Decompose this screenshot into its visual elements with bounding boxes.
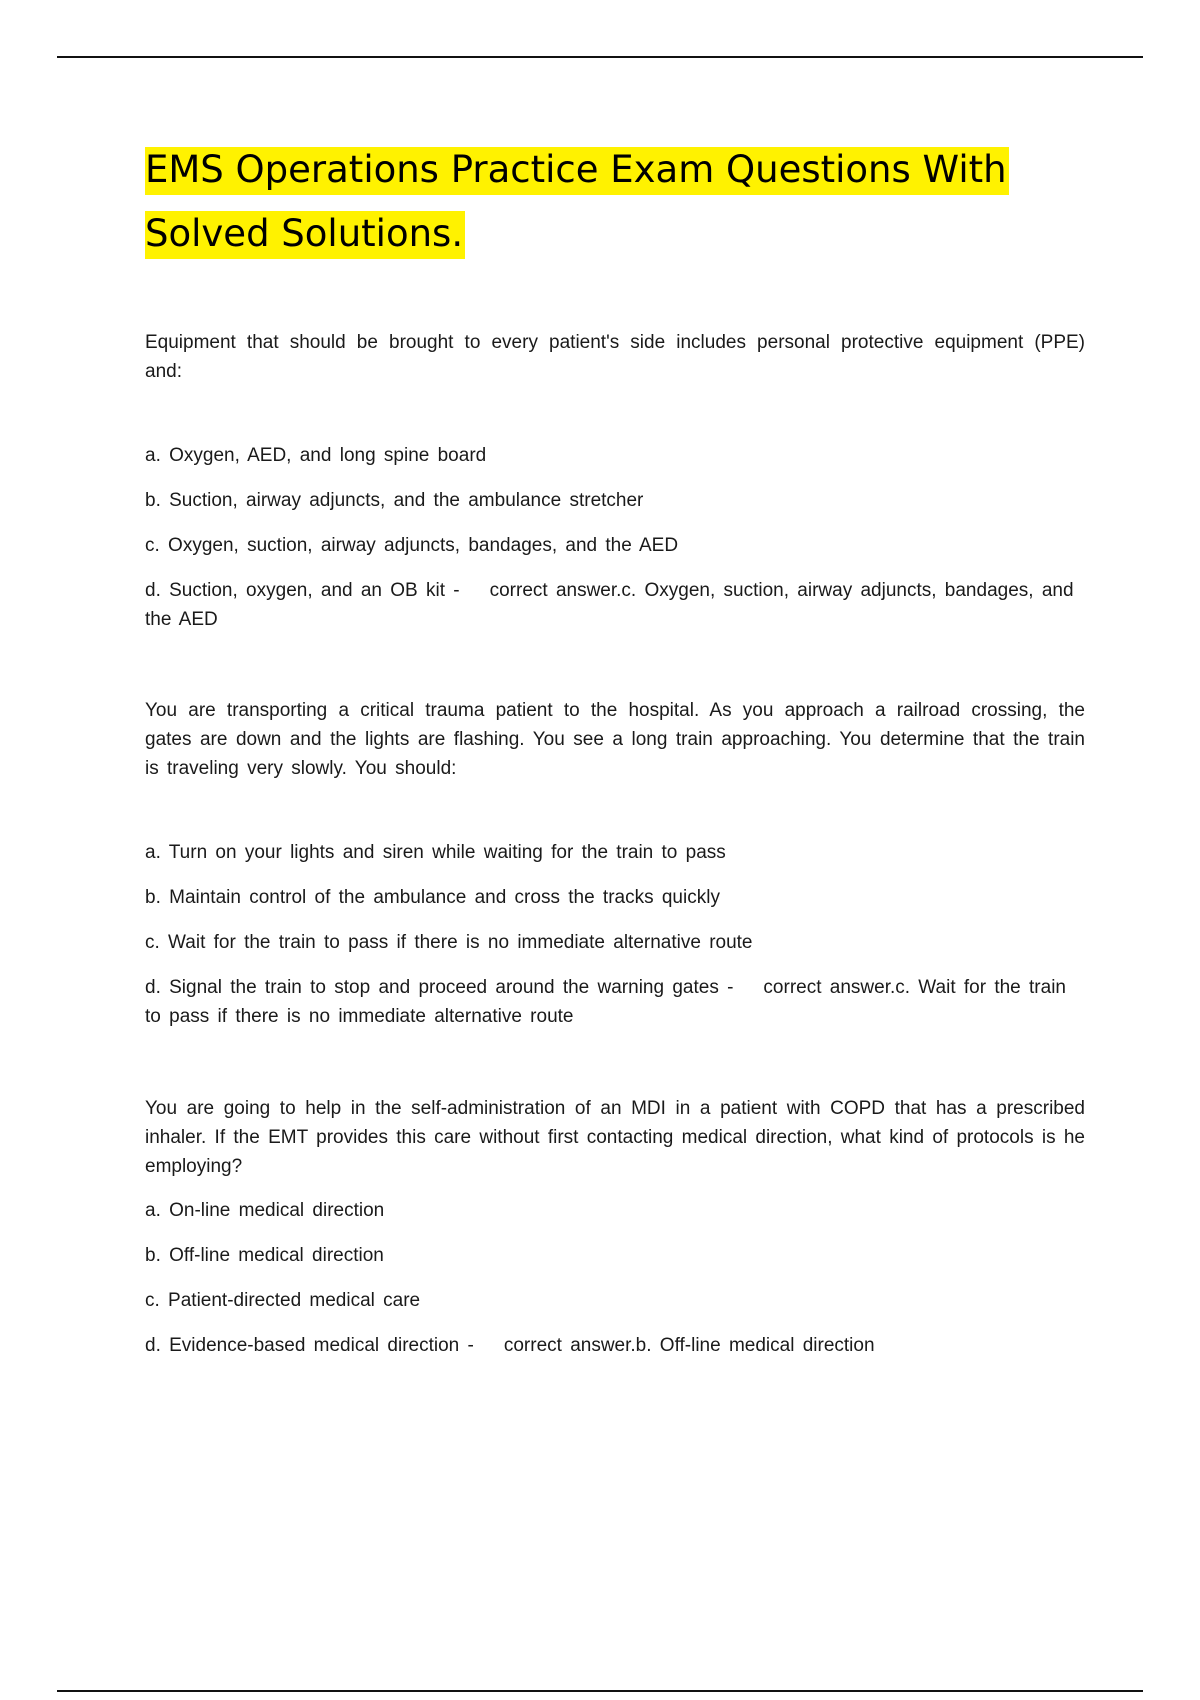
correct-answer: correct answer.c. Wait for the train to pass if there is no immediate alternative route: [145, 977, 1066, 1027]
option-d-text: d. Evidence-based medical direction -: [145, 1335, 474, 1356]
answer-options: [145, 441, 1085, 634]
option-a: a. Turn on your lights and siren while waiting for the train to pass: [145, 842, 726, 863]
option-b: b. Suction, airway adjuncts, and the ambulance stretcher: [145, 490, 644, 511]
question-stem: You are going to help in the self-administration of an MDI in a patient with COPD that has a prescribed inhaler. If the EMT provides this care without first contacting medical direction, what kind of protocols is he employing?: [145, 1098, 1085, 1177]
option-c: c. Wait for the train to pass if there is no immediate alternative route: [145, 932, 753, 953]
option-d-text: d. Signal the train to stop and proceed around the warning gates -: [145, 977, 734, 998]
footer-rule: [57, 1690, 1143, 1692]
question-1: [145, 328, 1085, 634]
correct-answer: correct answer.c. Oxygen, suction, airway adjuncts, bandages, and the AED: [145, 580, 1074, 630]
answer-options: [145, 838, 1085, 1031]
option-d: [145, 576, 1085, 634]
header-rule: [57, 56, 1143, 58]
option-c: c. Oxygen, suction, airway adjuncts, bandages, and the AED: [145, 535, 679, 556]
option-d: [145, 973, 1085, 1031]
option-b: b. Off-line medical direction: [145, 1245, 384, 1266]
option-a: a. Oxygen, AED, and long spine board: [145, 445, 487, 466]
option-d: [145, 1331, 1085, 1360]
question-stem: You are transporting a critical trauma patient to the hospital. As you approach a railroad crossing, the gates are down and the lights are flashing. You see a long train approaching. You determine that the train is traveling very slowly. You should:: [145, 700, 1085, 779]
option-c: c. Patient-directed medical care: [145, 1290, 421, 1311]
question-stem: Equipment that should be brought to every patient's side includes personal protective equipment (PPE) and:: [145, 332, 1085, 382]
option-d-text: d. Suction, oxygen, and an OB kit -: [145, 580, 460, 601]
correct-answer: correct answer.b. Off-line medical direction: [503, 1335, 875, 1356]
title-highlight: EMS Operations Practice Exam Questions With Solved Solutions.: [145, 147, 1009, 259]
answer-options: [145, 1196, 1085, 1360]
document-body: [145, 138, 1085, 1360]
option-b: b. Maintain control of the ambulance and cross the tracks quickly: [145, 887, 720, 908]
question-3: [145, 1094, 1085, 1360]
option-a: a. On-line medical direction: [145, 1200, 385, 1221]
document-title: [145, 138, 1085, 266]
question-2: [145, 696, 1085, 1031]
